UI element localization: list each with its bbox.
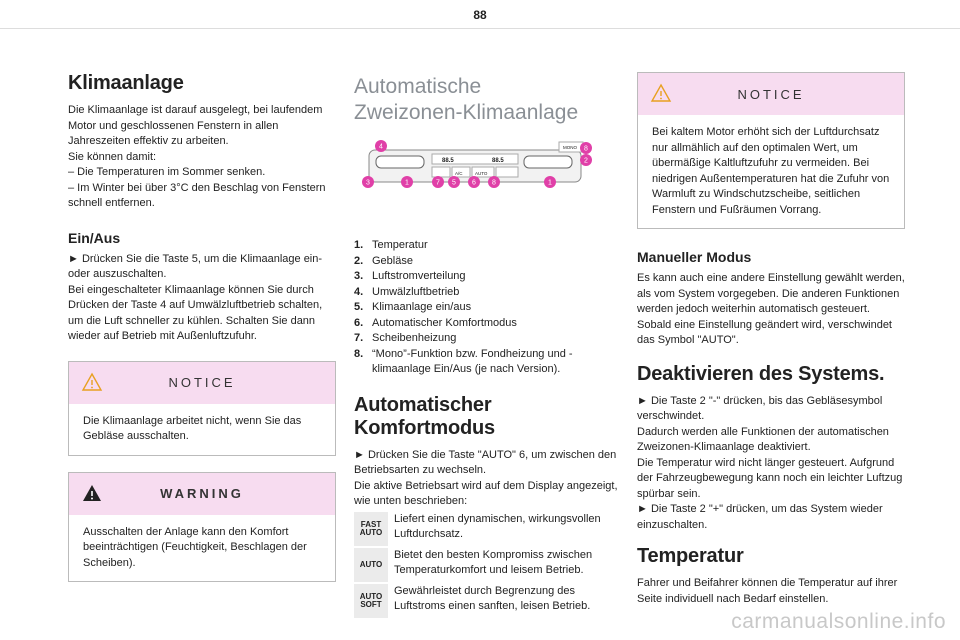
notice-text: Die Klimaanlage arbeitet nicht, wenn Sie das Gebläse ausschalten.: [83, 414, 302, 442]
display-left: 88.5: [442, 158, 454, 164]
warning-triangle-icon: [650, 83, 672, 108]
intro-paragraph: Die Klimaanlage ist darauf ausgelegt, bei laufendem Motor und geschlossenen Fenstern in allen Jahreszeiten effektiv zu arbeiten.: [68, 104, 323, 147]
manual-text: Es kann auch eine andere Einstellung gewählt werden, als vom System vorgegeben. Die anderen Funktionen werden jedoch weiterhin automatisch gesteuert. Sobald eine Einstellung geändert wird, verschwindet das Symbol "AUTO".: [637, 272, 905, 346]
mode-auto: AUTO Bietet den besten Kompromiss zwischen Temperaturkomfort und leisem Betrieb.: [354, 548, 622, 582]
notice-header: [638, 73, 904, 115]
deactivate-step: ► Die Taste 2 "+" drücken, um das System wieder einzuschalten.: [637, 503, 883, 531]
legend-item: 1. Temperatur: [354, 239, 428, 251]
notice-box: [68, 361, 336, 456]
notice-box: [637, 72, 905, 229]
legend-list: [354, 238, 622, 378]
column-dual-zone: [354, 72, 622, 618]
legend-item: 6. Automatischer Komfortmodus: [354, 316, 517, 329]
title-line: Automatische: [354, 75, 482, 98]
auto-icon: AUTO: [354, 548, 388, 582]
auto-label: AUTO: [475, 171, 488, 176]
callout-5: 5: [452, 179, 456, 187]
callout-4: 4: [379, 143, 383, 151]
callout-3: 3: [366, 179, 370, 187]
notice-header: [69, 362, 335, 404]
comfort-step: ► Drücken Sie die Taste "AUTO" 6, um zwischen den Betriebsarten zu wechseln.: [354, 448, 617, 476]
auto-soft-icon: AUTO SOFT: [354, 584, 388, 618]
temperature-text: Fahrer und Beifahrer können die Temperatur auf ihrer Seite individuell nach Bedarf einstellen.: [637, 577, 898, 605]
onoff-title: Ein/Aus: [68, 229, 121, 246]
legend-item: 7. Scheibenheizung: [354, 332, 457, 344]
watermark: carmanualsonline.info: [731, 610, 946, 633]
column-manual: [637, 72, 905, 607]
deactivate-paragraph: Die Temperatur wird nicht länger gesteuert. Aufgrund der Fahrzeugbewegung kann noch ein leichter Luftzug spürbar sein.: [637, 456, 903, 500]
comfort-title: Automatischer Komfortmodus: [354, 393, 495, 439]
title-line: Zweizonen-Klimaanlage: [354, 101, 579, 124]
manual-title: Manueller Modus: [637, 249, 752, 265]
intro-bullet: – Im Winter bei über 3°C den Beschlag von Fenstern schnell entfernen.: [68, 181, 326, 209]
warning-header: [69, 473, 335, 515]
deactivate-title: Deaktivieren des Systems.: [637, 362, 885, 385]
callout-2: 2: [584, 157, 588, 165]
mode-auto-soft: AUTO SOFT Gewährleistet durch Begrenzung des Luftstroms einen sanften, leisen Betrieb.: [354, 584, 622, 618]
display-right: 88.5: [492, 158, 504, 164]
warning-triangle-icon: [81, 372, 103, 397]
legend-item: 8. “Mono”-Funktion bzw. Fondheizung und -klimaanlage Ein/Aus (je nach Version).: [354, 347, 573, 375]
warning-triangle-icon: [81, 483, 103, 508]
mode-fast-auto: FAST AUTO Liefert einen dynamischen, wirkungsvollen Luftdurchsatz.: [354, 512, 622, 546]
mono-label: MONO: [563, 145, 577, 150]
intro-bullet: – Die Temperaturen im Sommer senken.: [68, 166, 266, 178]
deactivate-step: ► Die Taste 2 "-" drücken, bis das Gebläsesymbol verschwindet.: [637, 394, 883, 422]
onoff-paragraph: Bei eingeschalteter Klimaanlage können Sie durch Drücken der Taste 4 auf Umwälzluftbetrieb schalten, um die Luft schneller zu kühlen. Schalten Sie dann wieder auf Betrieb mit Außenluftzufuhr.: [68, 283, 323, 342]
ac-label: A/C: [455, 171, 463, 176]
legend-item: 3. Luftstromverteilung: [354, 270, 466, 282]
section-title: [354, 74, 622, 126]
climate-panel-illustration: [354, 140, 588, 220]
callout-8: 8: [492, 179, 496, 187]
callout-1: 1: [548, 179, 552, 187]
onoff-step: ► Drücken Sie die Taste 5, um die Klimaanlage ein- oder auszuschalten.: [68, 252, 323, 280]
legend-item: 2. Gebläse: [354, 254, 413, 267]
legend-item: 5. Klimaanlage ein/aus: [354, 301, 472, 313]
section-title: Klimaanlage: [68, 72, 184, 94]
column-climate: [68, 72, 336, 582]
warning-text: Ausschalten der Anlage kann den Komfort beeinträchtigen (Feuchtigkeit, Beschlagen der Scheiben).: [83, 525, 307, 569]
callout-1: 1: [405, 179, 409, 187]
temperature-title: Temperatur: [637, 545, 744, 567]
legend-item: 4. Umwälzluftbetrieb: [354, 285, 460, 298]
callout-7: 7: [436, 179, 440, 187]
warning-box: [68, 472, 336, 583]
callout-8: 8: [584, 145, 588, 153]
deactivate-paragraph: Dadurch werden alle Funktionen der automatischen Zweizonen-Klimaanlage deaktiviert.: [637, 425, 889, 453]
notice-title: NOTICE: [168, 375, 236, 390]
header-divider: [0, 28, 960, 29]
comfort-paragraph: Die aktive Betriebsart wird auf dem Display angezeigt, wie unten beschrieben:: [354, 479, 618, 507]
intro-paragraph: Sie können damit:: [68, 150, 157, 163]
notice-title: NOTICE: [737, 86, 805, 102]
fast-auto-icon: FAST AUTO: [354, 512, 388, 546]
notice-text: Bei kaltem Motor erhöht sich der Luftdurchsatz nur allmählich auf den optimalen Wert, um übermäßige Kaltluftzufuhr zu vermeiden. Bei niedrigen Außentemperaturen hat die Zufuhr von Warmluft zu Windschutzscheibe, seitlichen Fenstern und Fußräumen Vorrang.: [652, 126, 890, 216]
page-number: 88: [473, 8, 487, 22]
warning-title: WARNING: [160, 486, 244, 501]
callout-6: 6: [472, 179, 476, 187]
